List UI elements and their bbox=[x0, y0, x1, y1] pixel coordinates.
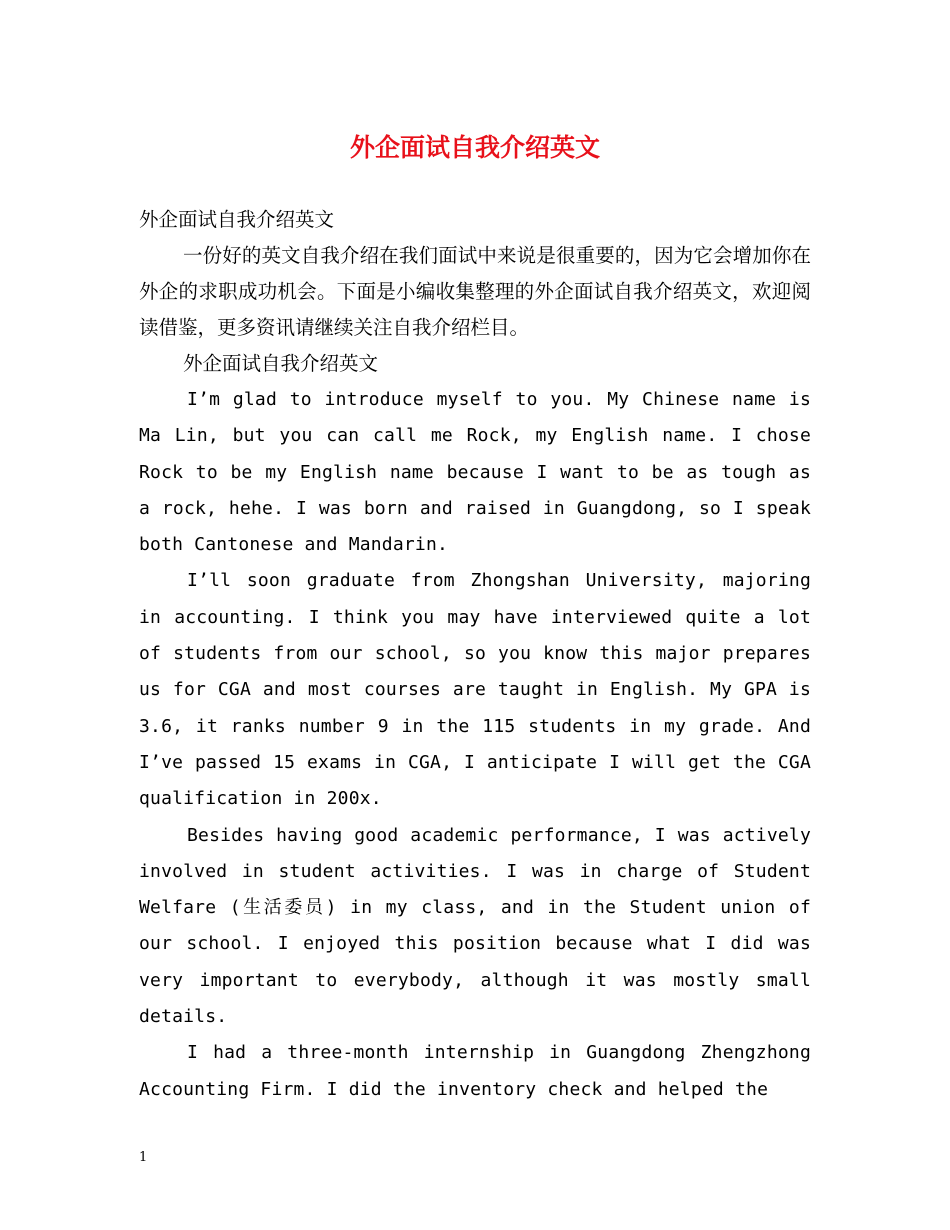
paragraph-internship: I had a three-month internship in Guangdong Zhengzhong Accounting Firm. I did the inventory check and helped the bbox=[139, 1042, 811, 1100]
document-title: 外企面试自我介绍英文 bbox=[349, 133, 600, 162]
page-number: 1 bbox=[139, 1150, 148, 1165]
paragraph-subheading: 外企面试自我介绍英文 bbox=[183, 352, 379, 375]
paragraph-self-intro: I’m glad to introduce myself to you. My Chinese name is Ma Lin, but you can call me Rock, my English name. I chose Rock to be my English name because I want to be as tough as a rock, hehe. I was born and raised in Guangdong, so I speak both Cantonese and Mandarin. bbox=[139, 389, 811, 556]
paragraph-activities: Besides having good academic performance, I was actively involved in student activities. I was in charge of Student Welfare (生活委员) in my class, and in the Student union of our school. I enjoyed this position because what I did was very important to everybody, although it was mostly small details. bbox=[139, 824, 811, 1028]
document-body bbox=[139, 202, 811, 1108]
paragraph-intro: 一份好的英文自我介绍在我们面试中来说是很重要的，因为它会增加你在外企的求职成功机会。下面是小编收集整理的外企面试自我介绍英文，欢迎阅读借鉴，更多资讯请继续关注自我介绍栏目。 bbox=[139, 244, 811, 339]
paragraph-heading: 外企面试自我介绍英文 bbox=[139, 208, 335, 231]
paragraph-education: I’ll soon graduate from Zhongshan University, majoring in accounting. I think you may have interviewed quite a lot of students from our school, so you know this major prepares us for CGA and most courses are taught in English. My GPA is 3.6, it ranks number 9 in the 115 students in my grade. And I’ve passed 15 exams in CGA, I anticipate I will get the CGA qualification in 200x. bbox=[139, 570, 811, 810]
